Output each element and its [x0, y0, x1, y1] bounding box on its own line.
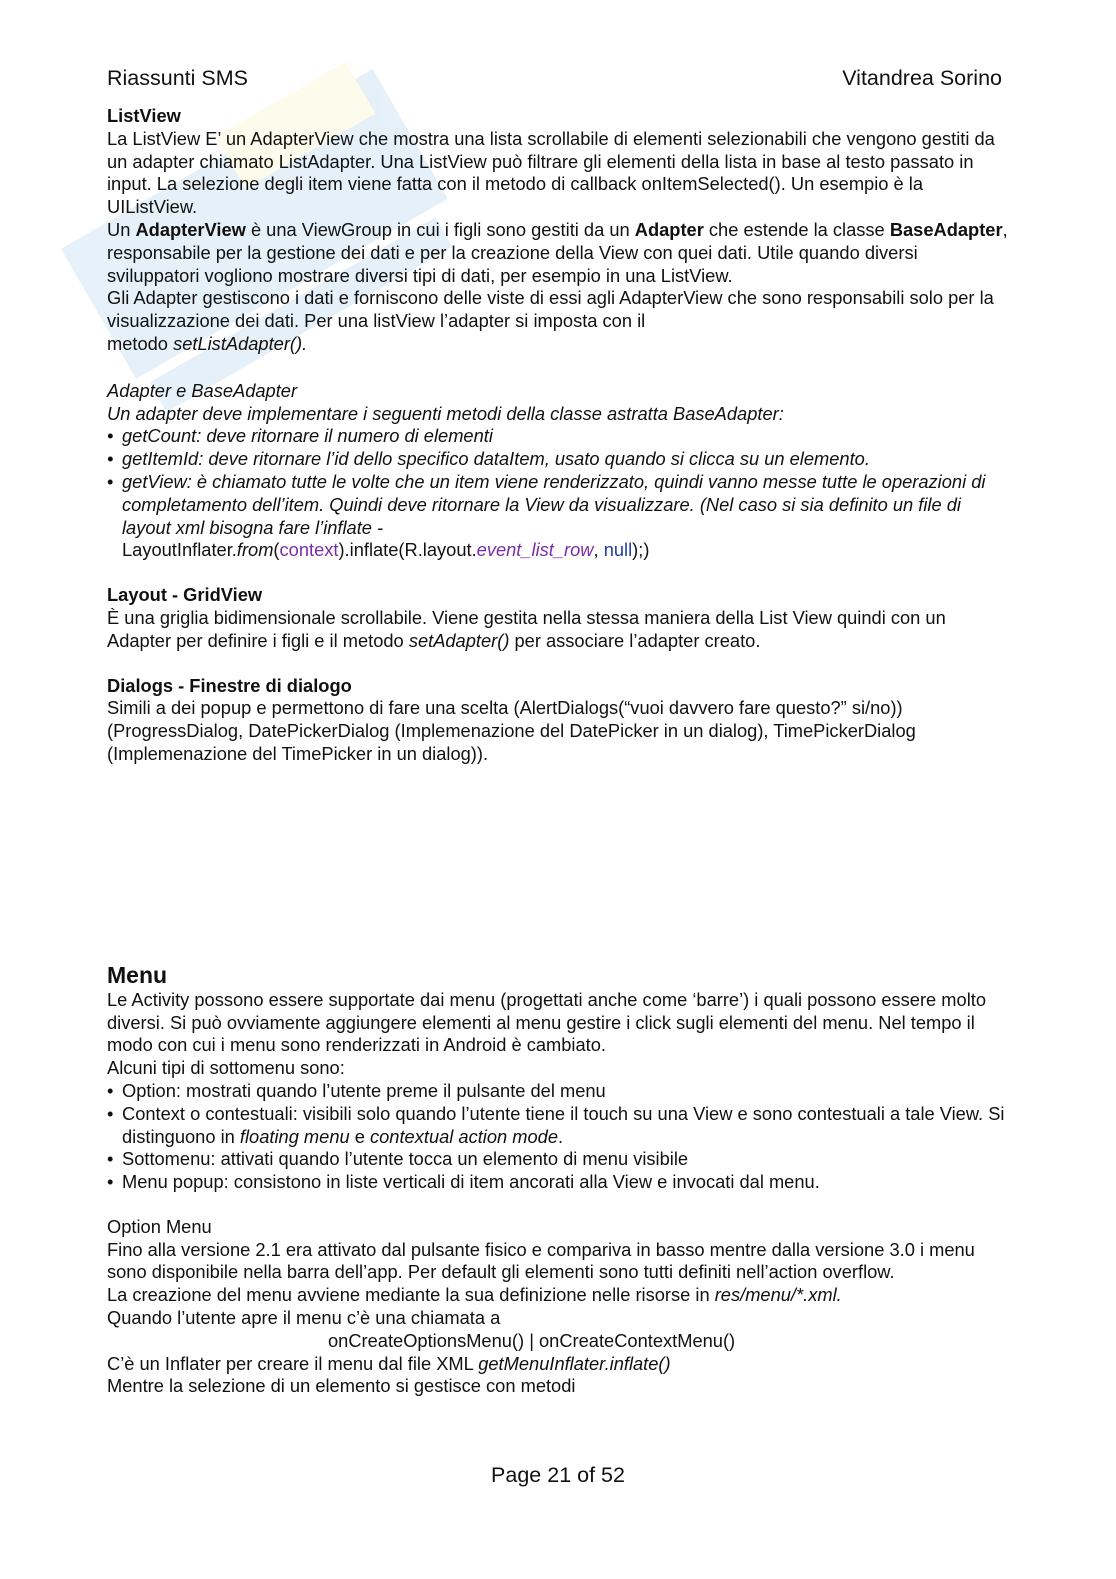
listview-paragraph-1: La ListView E’ un AdapterView che mostra una lista scrollabile di elementi selezionabili che vengono gestiti da un adapter chiamato ListAdapter. Una ListView può filtrare gli elementi della lista in base al testo passato in input. La selezione degli item viene fatta con il metodo di callback onItemSelected(). Un esempio è la UIListView.: [107, 127, 995, 218]
list-item: • getView: è chiamato tutte le volte che un item viene renderizzato, quindi vanno messe tutte le operazioni di completamento dell’item. Quindi deve ritornare la View da visualizzare. (Nel caso si sia definito un file di layout xml bisogna fare l’inflate - LayoutInflater.from(context).inflate(R.layout.event_list_row, null);): [107, 471, 1012, 562]
code-snippet: LayoutInflater.from(context).inflate(R.layout.event_list_row, null);): [122, 539, 650, 561]
list-item: • Sottomenu: attivati quando l’utente tocca un elemento di menu visibile: [107, 1148, 1012, 1171]
adapter-method-list: [107, 425, 1012, 562]
listview-paragraph-2: Un AdapterView è una ViewGroup in cui i figli sono gestiti da un Adapter che estende la classe BaseAdapter, responsabile per la gestione dei dati e per la creazione della View con quei dati. Utile quando diversi sviluppatori vogliono mostrare diversi tipi di dati, per esempio in una ListView.: [107, 218, 1008, 286]
option-menu-paragraph-2: La creazione del menu avviene mediante la sua definizione nelle risorse in res/menu/*.xml.: [107, 1284, 842, 1306]
menu-heading: Menu: [107, 961, 168, 988]
dialogs-heading: Dialogs - Finestre di dialogo: [107, 674, 352, 696]
listview-heading: ListView: [107, 105, 181, 126]
menu-paragraph-2: Alcuni tipi di sottomenu sono:: [107, 1057, 345, 1079]
listview-paragraph-4: metodo setListAdapter().: [107, 332, 308, 354]
page-content: [107, 105, 1012, 1398]
option-menu-callbacks: onCreateOptionsMenu() | onCreateContextMenu(): [328, 1329, 736, 1351]
list-item: • getItemId: deve ritornare l’id dello specifico dataItem, usato quando si clicca su un elemento.: [107, 448, 1012, 471]
option-menu-heading: Option Menu: [107, 1215, 212, 1237]
submenu-type-list: [107, 1080, 1012, 1194]
dialogs-paragraph: Simili a dei popup e permettono di fare una scelta (AlertDialogs(“vuoi davvero fare questo?” si/no)) (ProgressDialog, DatePickerDialog (Implemenazione del DatePicker in un dialog), TimePickerDialog (Implemenazione del TimePicker in un dialog)).: [107, 697, 916, 764]
adapter-intro: Un adapter deve implementare i seguenti metodi della classe astratta BaseAdapter:: [107, 402, 784, 424]
adapter-heading: Adapter e BaseAdapter: [107, 379, 298, 401]
list-item: • Option: mostrati quando l’utente preme il pulsante del menu: [107, 1080, 1012, 1103]
gridview-paragraph: È una griglia bidimensionale scrollabile. Viene gestita nella stessa maniera della List View quindi con un Adapter per definire i figli e il metodo setAdapter() per associare l’adapter creato.: [107, 606, 946, 651]
header-author: Vitandrea Sorino: [842, 66, 1002, 90]
page-number: Page 21 of 52: [491, 1463, 625, 1487]
header-title: Riassunti SMS: [107, 66, 248, 90]
list-item: • Menu popup: consistono in liste verticali di item ancorati alla View e invocati dal menu.: [107, 1171, 1012, 1194]
option-menu-paragraph-1: Fino alla versione 2.1 era attivato dal pulsante fisico e compariva in basso mentre dalla versione 3.0 i menu sono disponibile nella barra dell’app. Per default gli elementi sono tutti definiti nell’action overflow.: [107, 1238, 975, 1283]
list-item: • getCount: deve ritornare il numero di elementi: [107, 425, 1012, 448]
option-menu-paragraph-3: Quando l’utente apre il menu c’è una chiamata a: [107, 1307, 501, 1329]
option-menu-paragraph-5: C’è un Inflater per creare il menu dal file XML getMenuInflater.inflate(): [107, 1352, 671, 1374]
option-menu-paragraph-6: Mentre la selezione di un elemento si gestisce con metodi: [107, 1375, 576, 1397]
gridview-heading: Layout - GridView: [107, 584, 263, 606]
listview-paragraph-3: Gli Adapter gestiscono i dati e forniscono delle viste di essi agli AdapterView che sono responsabili solo per la visualizzazione dei dati. Per una listView l’adapter si imposta con il: [107, 287, 994, 332]
list-item: • Context o contestuali: visibili solo quando l’utente tiene il touch su una View e sono contestuali a tale View. Si distinguono in floating menu e contextual action mode.: [107, 1103, 1012, 1149]
menu-paragraph-1: Le Activity possono essere supportate dai menu (progettati anche come ‘barre’) i quali possono essere molto diversi. Si può ovviamente aggiungere elementi al menu gestire i click sugli elementi del menu. Nel tempo il modo con cui i menu sono renderizzati in Android è cambiato.: [107, 988, 986, 1056]
